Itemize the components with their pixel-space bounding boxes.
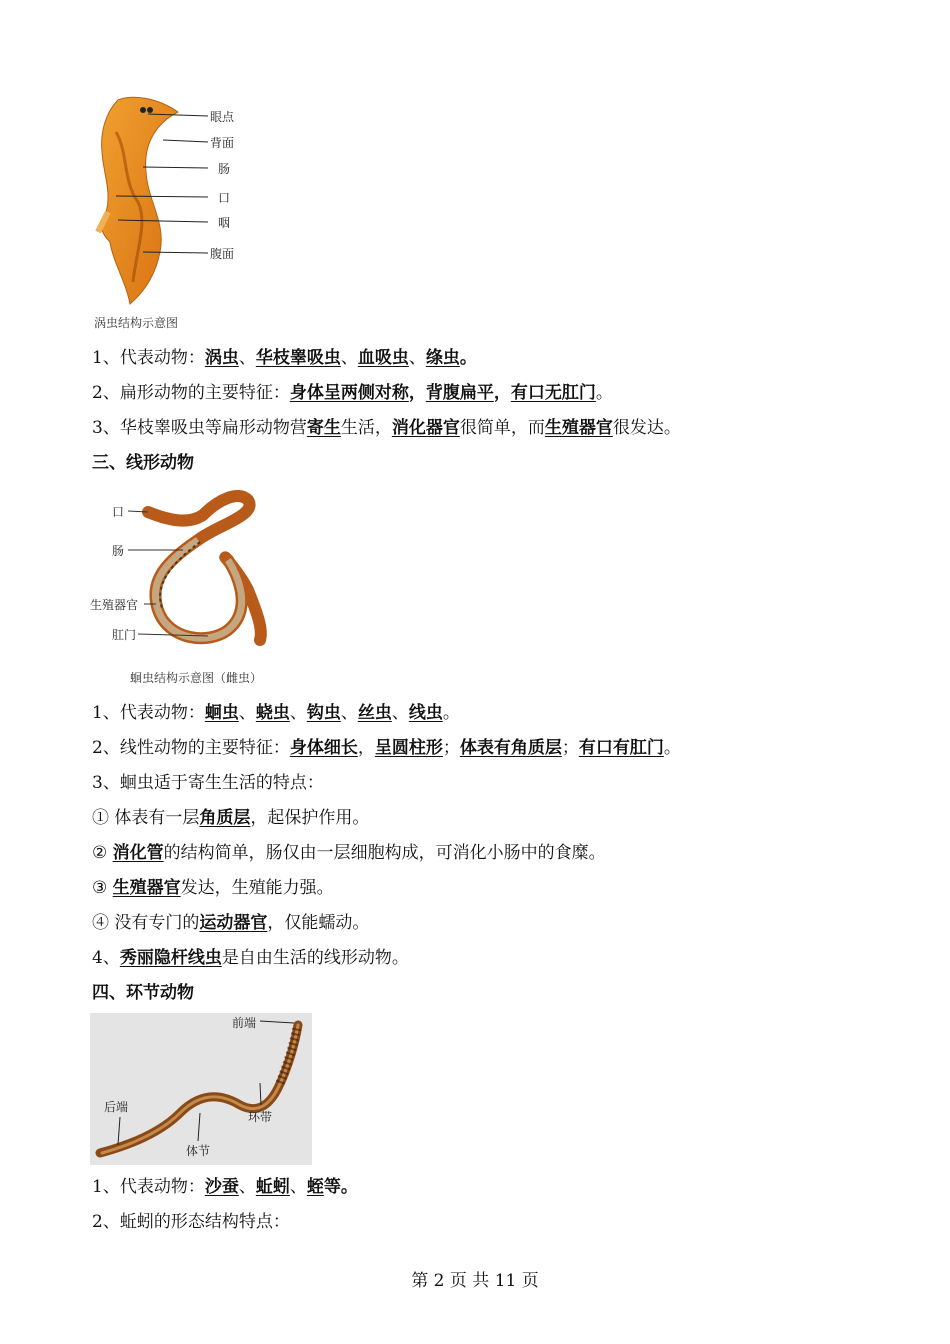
planarian-diagram (88, 92, 258, 337)
label-anterior: 前端 (232, 1016, 257, 1030)
flat-line-3: 3、华枝睾吸虫等扁形动物营寄生生活，消化器官很简单，而生殖器官很发达。 (92, 418, 681, 438)
round-line-3: 3、蛔虫适于寄生生活的特点： (92, 773, 324, 793)
roundworm-diagram (88, 480, 288, 690)
label-clitellum: 环带 (248, 1110, 273, 1124)
round-line-2: 2、线性动物的主要特征：身体细长，呈圆柱形；体表有角质层；有口有肛门。 (92, 738, 681, 758)
round-line-7: ④ 没有专门的运动器官，仅能蠕动。 (92, 913, 370, 933)
figure-caption: 涡虫结构示意图 (94, 316, 179, 330)
annelid-line-1: 1、代表动物：沙蚕、蚯蚓、蛭等。 (92, 1177, 358, 1197)
figure-caption: 蛔虫结构示意图（雌虫） (130, 671, 263, 685)
label-reproductive: 生殖器官 (90, 598, 139, 612)
label-pharynx: 咽 (218, 216, 231, 230)
planarian-body (101, 97, 178, 304)
section-heading-nematodes: 三、线形动物 (92, 453, 194, 473)
flat-line-1: 1、代表动物：涡虫、华枝睾吸虫、血吸虫、绦虫。 (92, 348, 477, 368)
round-line-1: 1、代表动物：蛔虫、蛲虫、钩虫、丝虫、线虫。 (92, 703, 460, 723)
earthworm-photo (90, 1013, 312, 1165)
annelid-line-2: 2、蚯蚓的形态结构特点： (92, 1212, 290, 1232)
round-line-5: ② 消化管的结构简单，肠仅由一层细胞构成，可消化小肠中的食糜。 (92, 843, 606, 863)
page-footer: 第 2 页 共 11 页 (411, 1271, 539, 1291)
label-mouth: 口 (112, 505, 125, 519)
label-anus: 肛门 (112, 628, 137, 642)
label-segment: 体节 (186, 1144, 211, 1158)
label-eyespot: 眼点 (210, 110, 235, 124)
flat-line-2: 2、扁形动物的主要特征：身体呈两侧对称，背腹扁平，有口无肛门。 (92, 383, 613, 403)
label-posterior: 后端 (104, 1100, 129, 1114)
label-ventral: 腹面 (210, 247, 235, 261)
label-dorsal: 背面 (210, 136, 235, 150)
round-line-4: ① 体表有一层角质层，起保护作用。 (92, 808, 370, 828)
section-heading-annelids: 四、环节动物 (92, 983, 194, 1003)
label-intestine: 肠 (112, 544, 125, 558)
label-mouth: 口 (218, 191, 231, 205)
round-line-6: ③ 生殖器官发达，生殖能力强。 (92, 878, 334, 898)
round-line-8: 4、秀丽隐杆线虫是自由生活的线形动物。 (92, 948, 409, 968)
label-intestine: 肠 (218, 162, 231, 176)
